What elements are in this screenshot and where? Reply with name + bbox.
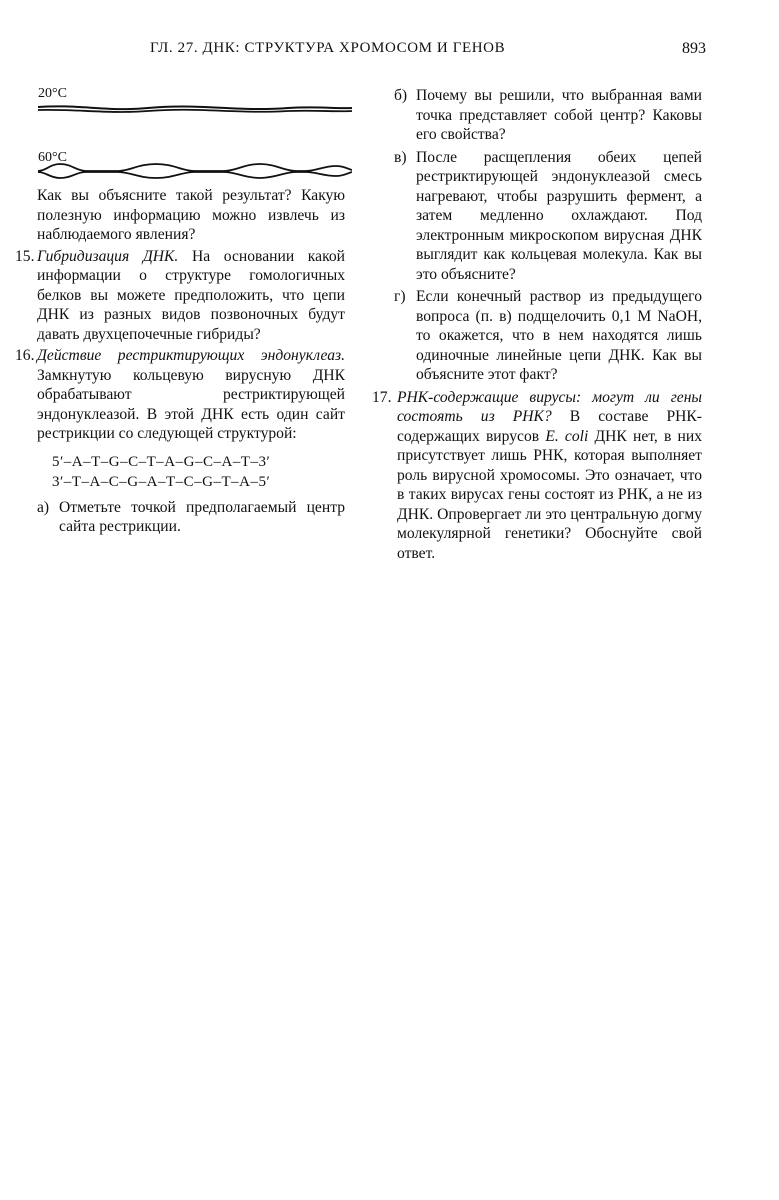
- left-column: [15, 186, 345, 540]
- subquestion-text: После расщепления обеих цепей рестриктирующей эндонуклеазой смесь нагревают, чтобы разрушить фермент, а затем медленно охлаждают. Под электронным микроскопом вирусная ДНК выглядит как кольцевая молекула. Как вы это объясните?: [416, 148, 702, 283]
- running-header: ГЛ. 27. ДНК: СТРУКТУРА ХРОМОСОМ И ГЕНОВ: [150, 40, 506, 56]
- dna-strand-figure: [38, 80, 352, 180]
- subquestion-g: [372, 287, 702, 385]
- subquestion-text: Если конечный раствор из предыдущего вопроса (п. в) подщелочить 0,1 M NaOH, то окажется, что в нем находятся лишь одиночные линейные цепи ДНК. Как вы объясните этот факт?: [416, 288, 702, 383]
- question-title: Действие рестриктирующих эндонуклеаз.: [37, 347, 345, 364]
- sequence-top-strand: 5′–A–T–G–C–T–A–G–C–A–T–3′: [52, 453, 271, 470]
- question-text-part2: ДНК нет, в них присутствует лишь РНК, которая выполняет роль вирусной хромосомы. Это означает, что в таких вирусах гены состоят из РНК, а не из ДНК. Опровергает ли это центральную догму молекулярной генетики? Обоснуйте свой ответ.: [397, 427, 702, 562]
- subquestion-label: а): [37, 498, 50, 516]
- subquestion-v: [372, 148, 702, 285]
- subquestion-b: [372, 86, 702, 145]
- question-15: [15, 247, 345, 345]
- subquestion-a: [15, 498, 345, 537]
- question-number: 17.: [372, 388, 392, 406]
- page-number: 893: [682, 40, 706, 57]
- question-17: [372, 388, 702, 564]
- subquestion-label: г): [394, 288, 406, 305]
- temperature-label-60: 60°C: [38, 150, 67, 165]
- subquestion-label: в): [394, 148, 407, 166]
- question-number: 16.: [15, 347, 35, 364]
- subquestion-text: Почему вы решили, что выбранная вами точка представляет собой центр? Каковы его свойства?: [416, 87, 702, 143]
- question-title: РНК-содержащие вирусы: могут ли гены состоять из РНК?: [397, 388, 702, 425]
- right-column: [372, 86, 702, 565]
- partially-melted-strand-60c: [38, 160, 352, 182]
- sequence-bottom-strand: 3′–T–A–C–G–A–T–C–G–T–A–5′: [52, 473, 271, 490]
- question-number: 15.: [15, 247, 35, 265]
- question-text: На основании какой информации о структуре гомологичных белков вы можете предположить, что цепи ДНК из разных видов позвоночных будут давать двухцепочечные гибриды?: [37, 247, 345, 343]
- double-strand-20c: [38, 102, 352, 124]
- subquestion-text: Отметьте точкой предполагаемый центр сайта рестрикции.: [59, 498, 345, 535]
- question-text: Замкнутую кольцевую вирусную ДНК обрабатывают рестриктирующей эндонуклеазой. В этой ДНК есть один сайт рестрикции со следующей структурой:: [37, 366, 345, 442]
- species-name: E. coli: [545, 427, 589, 445]
- dna-sequence: [15, 452, 345, 492]
- subquestion-label: б): [394, 87, 408, 104]
- question-text-part1: В составе РНК-содержащих вирусов: [397, 408, 702, 445]
- question-title: Гибридизация ДНК.: [37, 247, 179, 265]
- temperature-label-20: 20°C: [38, 86, 67, 101]
- figure-question: Как вы объясните такой результат? Какую полезную информацию можно извлечь из наблюдаемого явления?: [37, 187, 345, 243]
- question-16: [15, 346, 345, 444]
